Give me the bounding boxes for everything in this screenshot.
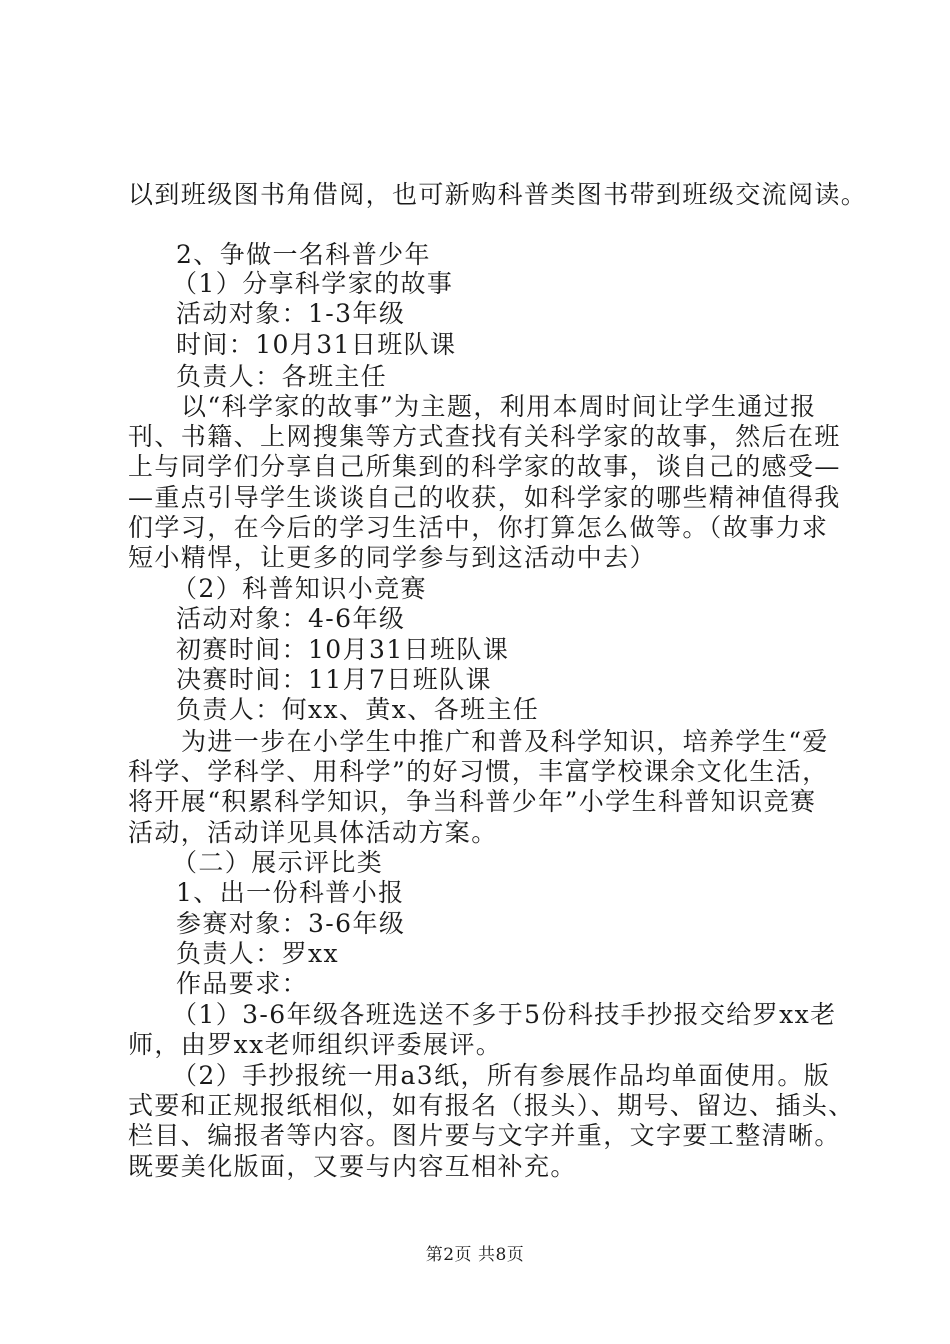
activity-time-line: 时间：10月31日班队课	[176, 330, 457, 359]
final-time-line: 决赛时间：11月7日班队课	[176, 665, 492, 694]
paragraph-line-10: 将开展“积累科学知识，争当科普少年”小学生科普知识竞赛	[128, 787, 817, 816]
responsible-line: 负责人：各班主任	[176, 362, 388, 391]
subheading-1: （1）分享科学家的故事	[172, 269, 454, 298]
paragraph-line-6: 们学习，在今后的学习生活中，你打算怎么做等。（故事力求	[128, 513, 829, 542]
paragraph-line-8: 为进一步在小学生中推广和普及科学知识，培养学生“爱	[181, 727, 829, 756]
page-footer: 第2页 共8页	[425, 1245, 525, 1265]
paragraph-line-5: —重点引导学生谈谈自己的收获，如科学家的哪些精神值得我	[128, 483, 841, 512]
contest-responsible-line: 负责人：何xx、黄x、各班主任	[176, 695, 540, 724]
paragraph-line-3: 刊、书籍、上网搜集等方式查找有关科学家的故事，然后在班	[128, 422, 841, 451]
activity-target-line: 活动对象：1-3年级	[176, 299, 406, 328]
section-heading-showcase: （二）展示评比类	[172, 848, 384, 877]
paragraph-line-11: 活动，活动详见具体活动方案。	[128, 818, 498, 847]
requirement-2-line-3: 栏目、编报者等内容。图片要与文字并重，文字要工整清晰。	[128, 1121, 841, 1150]
participant-line: 参赛对象：3-6年级	[176, 909, 406, 938]
paragraph-line-2: 以“科学家的故事”为主题，利用本周时间让学生通过报	[181, 392, 817, 421]
contest-target-line: 活动对象：4-6年级	[176, 604, 406, 633]
requirements-label: 作品要求：	[176, 969, 309, 998]
paragraph-line-7: 短小精悍，让更多的同学参与到这活动中去）	[128, 543, 657, 572]
section-heading-2: 2、争做一名科普少年	[176, 240, 431, 269]
requirement-2-line-2: 式要和正规报纸相似，如有报名（报头）、期号、留边、插头、	[128, 1091, 855, 1120]
section-heading-1: 1、出一份科普小报	[176, 878, 405, 907]
showcase-responsible-line: 负责人：罗xx	[176, 939, 339, 968]
requirement-1-line-1: （1）3-6年级各班选送不多于5份科技手抄报交给罗xx老	[172, 1000, 837, 1029]
requirement-2-line-1: （2）手抄报统一用a3纸，所有参展作品均单面使用。版	[172, 1061, 831, 1090]
prelim-time-line: 初赛时间：10月31日班队课	[176, 635, 510, 664]
paragraph-line-4: 上与同学们分享自己所集到的科学家的故事，谈自己的感受—	[128, 452, 841, 481]
paragraph-line-9: 科学、学科学、用科学”的好习惯，丰富学校课余文化生活，	[128, 757, 829, 786]
paragraph-line-1: 以到班级图书角借阅，也可新购科普类图书带到班级交流阅读。	[128, 180, 868, 209]
requirement-2-line-4: 既要美化版面，又要与内容互相补充。	[128, 1152, 577, 1181]
requirement-1-line-2: 师，由罗xx老师组织评委展评。	[128, 1030, 503, 1059]
subheading-2: （2）科普知识小竞赛	[172, 574, 427, 603]
